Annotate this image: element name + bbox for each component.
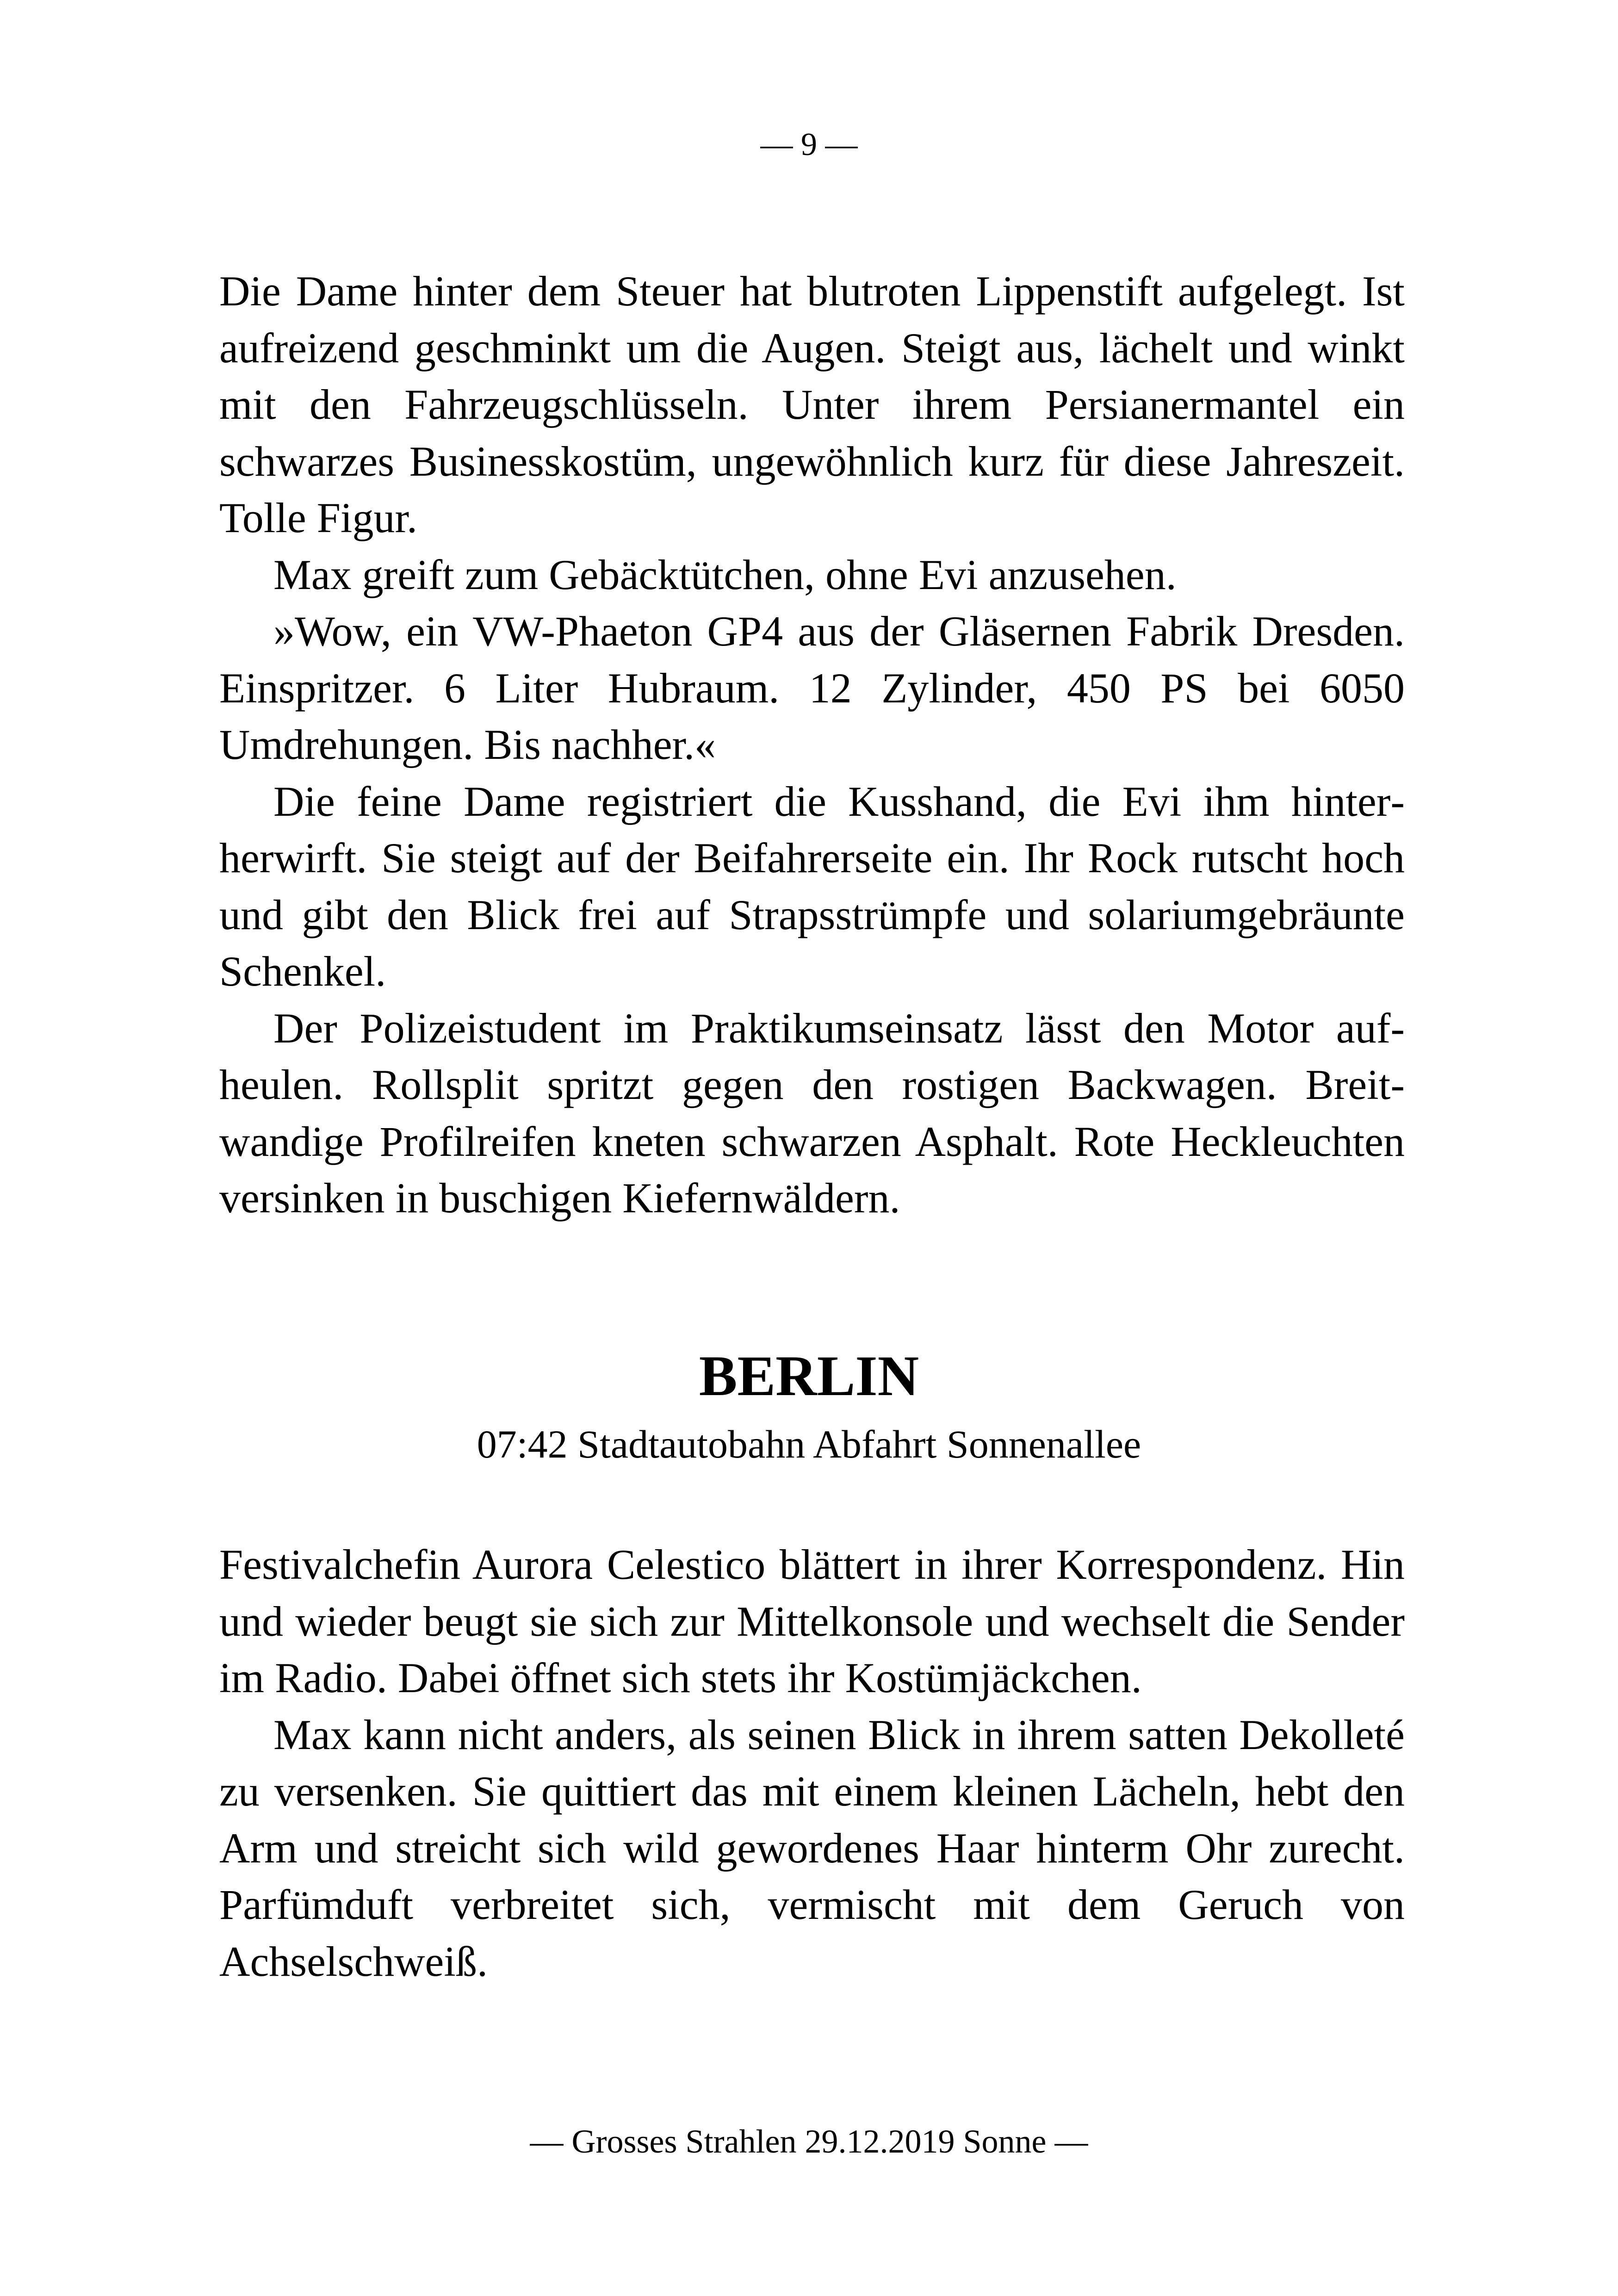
page-number: — 9 — xyxy=(760,127,858,162)
paragraph: Festivalchefin Aurora Celestico blättert in ihrer Korrespondenz. Hin und wieder beugt sie sich zur Mittelkonsole und wechselt die Sender im Radio. Dabei öffnet sich stets ihr Kostümjäckchen. xyxy=(219,1541,1405,1701)
section-title: BERLIN xyxy=(699,1344,919,1408)
text-block-2 xyxy=(219,1536,1405,1990)
running-footer: — Grosses Strahlen 29.12.2019 Sonne — xyxy=(530,2123,1088,2160)
paragraph: Max greift zum Gebäcktütchen, ohne Evi anzusehen. xyxy=(273,551,1177,598)
text-block-1 xyxy=(219,263,1405,1227)
paragraph: Max kann nicht anders, als seinen Blick in ihrem satten Dekolleté zu versenken. Sie quittiert das mit einem kleinen Lächeln, hebt den Arm und streicht sich wild gewordenes Haar hinterm Ohr zurecht. Parfümduft verbreitet sich, vermischt mit dem Geruch von Achselschweiß. xyxy=(219,1711,1405,1985)
paragraph: »Wow, ein VW-Phaeton GP4 aus der Gläsernen Fabrik Dresden. Einspritzer. 6 Liter Hubraum. 12 Zylinder, 450 PS bei 6050 Umdrehungen. Bis nachher.« xyxy=(219,608,1405,768)
paragraph: Die feine Dame registriert die Kusshand, die Evi ihm hinterherwirft. Sie steigt auf der Beifahrerseite ein. Ihr Rock rutscht hoch und gibt den Blick frei auf Strapsstrümpfe und solariumgebräunte Schenkel. xyxy=(219,777,1405,995)
paragraph: Der Polizeistudent im Praktikumseinsatz lässt den Motor aufheulen. Rollsplit spritzt gegen den rostigen Backwagen. Breitwandige Profilreifen kneten schwarzen Asphalt. Rote Heckleuchten versinken in buschigen Kiefernwäldern. xyxy=(219,1004,1405,1222)
paragraph: Die Dame hinter dem Steuer hat blutroten Lippenstift aufgelegt. Ist aufreizend geschminkt um die Augen. Steigt aus, lächelt und winkt mit den Fahrzeugschlüsseln. Unter ihrem Persianermantel ein schwarzes Businesskostüm, ungewöhnlich kurz für diese Jahreszeit. Tolle Figur. xyxy=(219,267,1405,541)
section-subtitle: 07:42 Stadtautobahn Abfahrt Sonnenallee xyxy=(477,1422,1141,1466)
